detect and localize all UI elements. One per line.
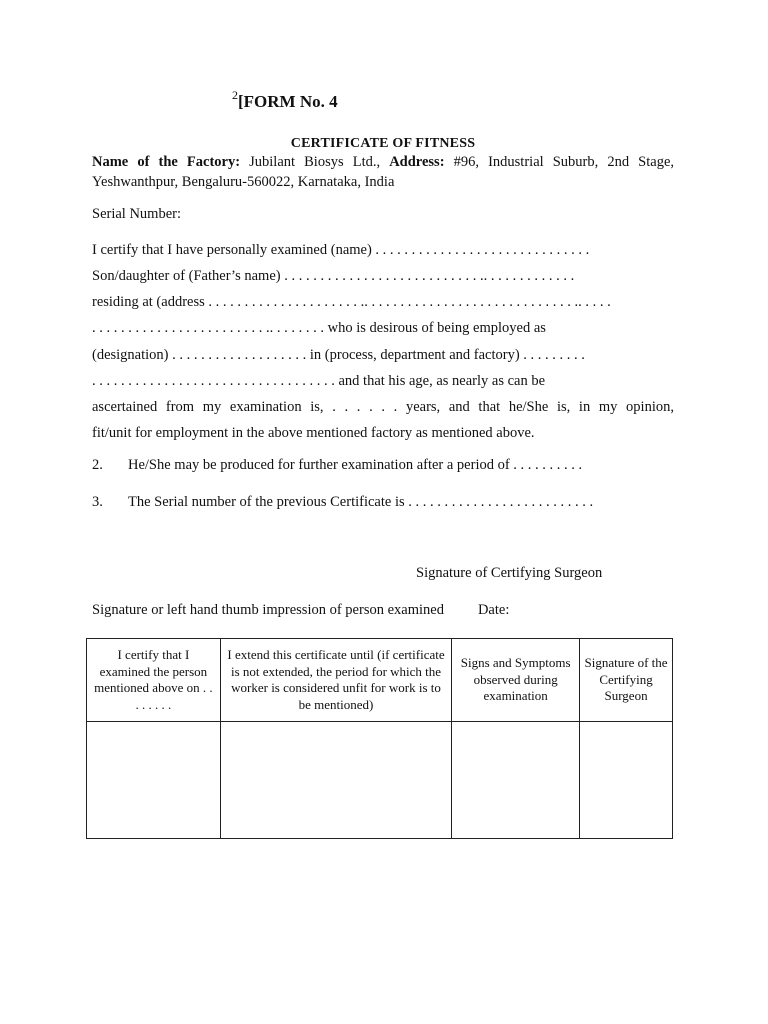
form-number: [FORM No. 4 <box>238 92 338 111</box>
form-number-heading <box>232 88 432 112</box>
extension-table <box>86 638 673 839</box>
body-line-designation: (designation) . . . . . . . . . . . . . . . . . . . in (process, department and factory) . . . . . . . . . <box>92 347 585 363</box>
factory-address: #96, Industrial Suburb, 2nd Stage, Yeshwanthpur, Bengaluru-560022, Karnataka, India <box>92 154 675 190</box>
cell-signs-symptoms[interactable] <box>452 722 580 839</box>
item-text: The Serial number of the previous Certificate is . . . . . . . . . . . . . . . . . . . . . . . . . . <box>128 494 594 510</box>
item-text: He/She may be produced for further examination after a period of . . . . . . . . . . <box>128 457 583 473</box>
body-line-employment: . . . . . . . . . . . . . . . . . . . . . . . . .. . . . . . . . who is desirous of being employed as <box>92 320 546 336</box>
person-signature-label: Signature or left hand thumb impression of person examined <box>92 602 444 618</box>
item-previous-certificate <box>92 494 674 511</box>
cell-examined-on[interactable] <box>87 722 221 839</box>
serial-number-label: Serial Number: <box>92 206 181 222</box>
body-line-address: residing at (address . . . . . . . . . . . . . . . . . . . . . .. . . . . . . . . . . . . . . . . . . . . . . . . . . . . .. . . . . <box>92 294 611 310</box>
table-row <box>87 722 673 839</box>
factory-name-label: Name of the Factory: <box>92 154 241 170</box>
item-further-examination <box>92 457 674 474</box>
header-surgeon-signature: Signature of the Certifying Surgeon <box>580 639 673 722</box>
factory-name: Jubilant Biosys Ltd., <box>249 154 381 170</box>
header-examined-on: I certify that I examined the person mentioned above on . . . . . . . . <box>87 639 221 722</box>
item-number: 2. <box>92 457 103 473</box>
body-line-ascertained: ascertained from my examination is, . . . . . . years, and that he/She is, in my opinion, <box>92 399 674 415</box>
surgeon-signature-label: Signature of Certifying Surgeon <box>416 565 603 581</box>
body-line-father: Son/daughter of (Father’s name) . . . . . . . . . . . . . . . . . . . . . . . . . . . .. . . . . . . . . . . . . <box>92 268 575 284</box>
cell-extend-until[interactable] <box>220 722 451 839</box>
header-signs-symptoms: Signs and Symptoms observed during examination <box>452 639 580 722</box>
date-label: Date: <box>477 602 510 618</box>
person-signature-line <box>92 602 509 619</box>
body-line-fitness: fit/unit for employment in the above mentioned factory as mentioned above. <box>92 425 535 441</box>
body-line-name: I certify that I have personally examined (name) . . . . . . . . . . . . . . . . . . . . . . . . . . . . . . <box>92 242 590 258</box>
address-label: Address: <box>389 154 445 170</box>
header-extend-until: I extend this certificate until (if certificate is not extended, the period for which the worker is considered unfit for work is to be mentioned) <box>220 639 451 722</box>
factory-details <box>92 152 674 192</box>
body-line-age: . . . . . . . . . . . . . . . . . . . . . . . . . . . . . . . . . . and that his age, as nearly as can be <box>92 373 546 389</box>
cell-surgeon-signature[interactable] <box>580 722 673 839</box>
certificate-title: CERTIFICATE OF FITNESS <box>290 136 476 151</box>
item-number: 3. <box>92 494 103 510</box>
table-header-row <box>87 639 673 722</box>
footnote-marker: 2 <box>232 88 238 102</box>
